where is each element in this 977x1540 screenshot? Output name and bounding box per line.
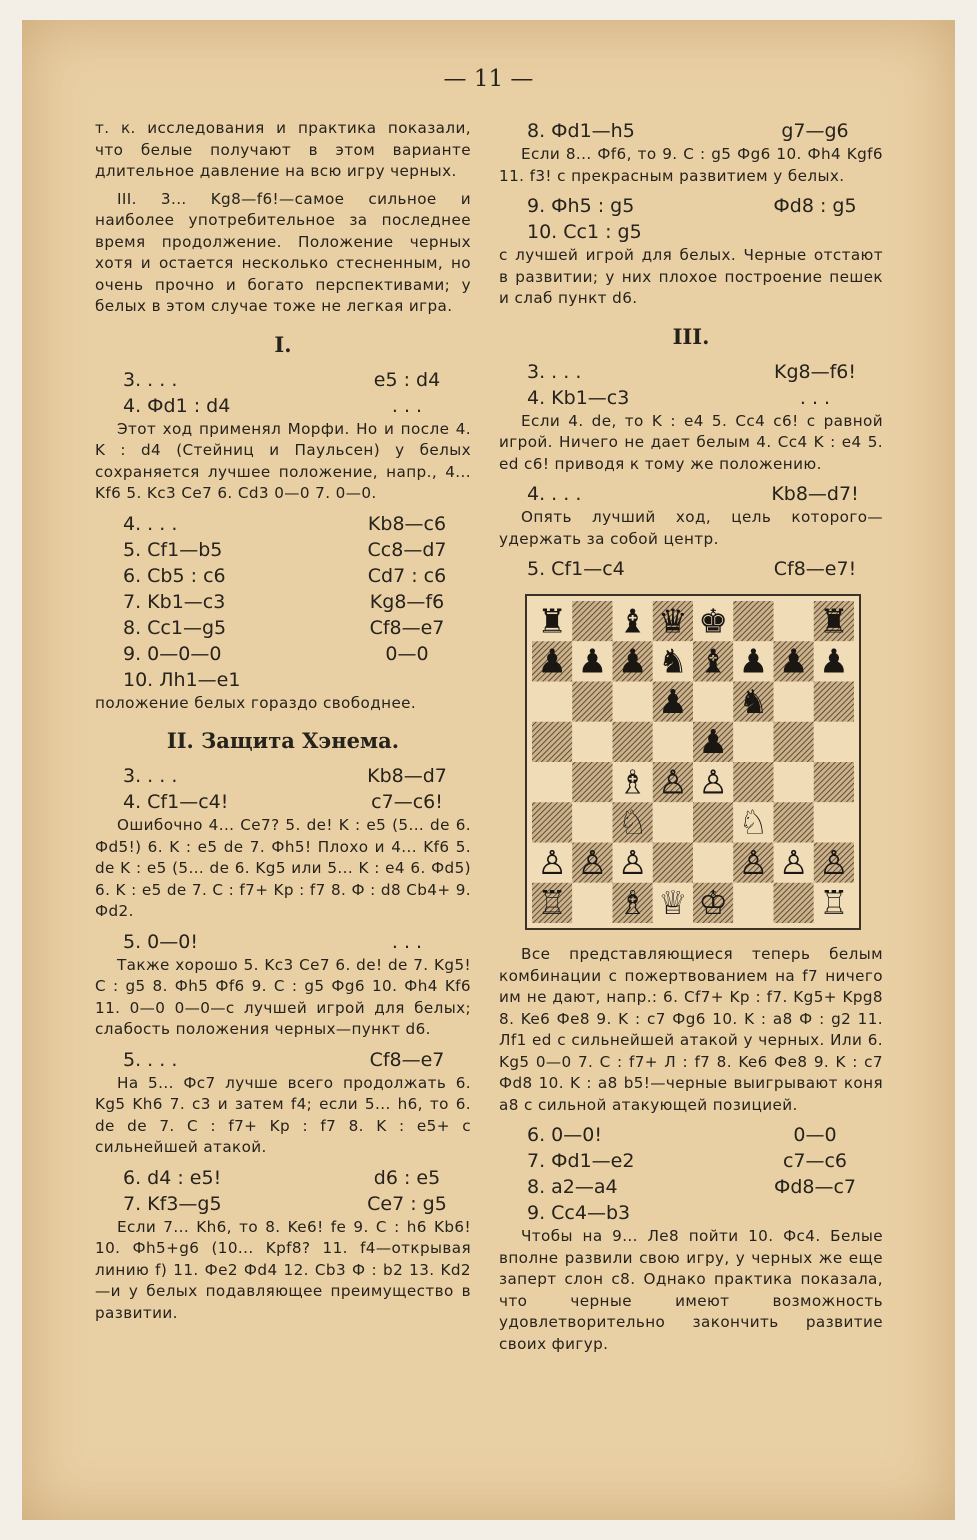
white-move: 9. 0—0—0 [123,642,222,665]
move-list [95,367,471,419]
black-move: Фd8—c7 [773,1176,857,1198]
black-move: g7—g6 [781,120,849,142]
paragraph: Если 7... Kh6, то 8. Ke6! fe 9. C : h6 Kb6! 10. Фh5+g6 (10... Kpf8? 11. f4—открывая линию f) 11. Фe2 Фd4 12. Cb3 Ф : b2 13. Kd2—и у белых подавляющее преимущество в развитии. [95,1217,471,1322]
section-heading: I. [274,331,292,357]
paragraph: Чтобы на 9... Лe8 пойти 10. Фc4. Белые вполне развили свою игру, у черных же еще заперт слон c8. Однако практика показала, что черные имеют возможность удовлетворительно закончить развитие своих фигур. [499,1227,883,1353]
paragraph: Если 8... Фf6, то 9. C : g5 Фg6 10. Фh4 Kgf6 11. f3! с прекрасным развитием у белых. [499,145,883,185]
light-square [572,722,612,762]
black-pawn-icon: ♟ [617,641,648,681]
move-list [499,1122,883,1226]
move-row [499,1122,883,1148]
move-list [499,193,883,245]
black-rook-icon: ♜ [537,601,567,641]
move-row [499,118,883,144]
left-column [95,118,471,1330]
move-list [95,511,471,693]
dark-square [814,762,854,802]
move-list [95,929,471,955]
white-move: 3. . . . [527,360,582,383]
move-row [95,537,471,563]
light-square [572,883,612,923]
black-queen-icon: ♛ [658,601,688,641]
light-square [774,601,814,641]
section-heading: II. Защита Хэнема. [166,728,400,753]
black-pawn-icon: ♟ [778,641,809,681]
white-pawn-icon: ♙ [537,842,567,882]
book-page [22,20,955,1520]
move-row [95,789,471,815]
black-move: Ce7 : g5 [367,1192,447,1215]
white-move: 4. Kb1—c3 [527,386,630,409]
black-bishop-icon: ♝ [617,601,648,641]
dark-square [733,762,773,802]
black-move [747,1200,883,1226]
paragraph: с лучшей игрой для белых. Черные отстают в развитии; у них плохое построение пешек и слаб пункт d6. [499,246,883,307]
black-bishop-icon: ♝ [698,641,728,681]
move-row [95,667,471,693]
move-row [95,763,471,789]
white-move: 4. . . . [527,483,582,505]
move-row [95,1047,471,1073]
black-move: . . . [391,394,423,417]
light-square [693,843,733,883]
move-row [499,1148,883,1174]
black-move: e5 : d4 [373,368,441,391]
dark-square [613,722,653,762]
paragraph: Этот ход применял Морфи. Но и после 4. K : d4 (Стейниц и Паульсен) у белых сохраняется лучшее положение, напр., 4... Kf6 5. Kc3 Ce7 6. Cd3 0—0 7. 0—0. [95,419,471,502]
white-pawn-icon: ♙ [738,842,769,882]
move-row [95,589,471,615]
black-move: c7—c6! [371,791,443,813]
white-move: 5. Cf1—c4 [527,558,625,580]
dark-square [774,722,814,762]
black-move: Kb8—d7! [771,483,859,505]
dark-square [572,601,612,641]
move-row [95,393,471,419]
black-pawn-icon: ♟ [698,722,728,762]
light-square [572,802,612,842]
white-rook-icon: ♖ [819,883,849,923]
black-pawn-icon: ♟ [658,681,688,721]
move-list [499,481,883,507]
dark-square [532,802,572,842]
white-knight-icon: ♘ [617,802,648,842]
white-bishop-icon: ♗ [617,883,648,923]
white-move: 4. Фd1 : d4 [123,394,231,417]
black-move: 0—0 [385,642,429,665]
light-square [532,682,572,722]
white-pawn-icon: ♙ [698,762,728,802]
move-list [95,763,471,815]
move-row [499,556,883,582]
white-rook-icon: ♖ [537,883,567,923]
move-row [499,1174,883,1200]
white-pawn-icon: ♙ [658,762,688,802]
section-heading: III. [672,323,710,349]
black-move: Cf8—e7! [773,558,857,580]
white-move: 6. 0—0! [527,1124,602,1146]
dark-square [774,883,814,923]
move-row [95,511,471,537]
paragraph: На 5... Фc7 лучше всего продолжать 6. Kg5 Kh6 7. c3 и затем f4; если 5... h6, то 6. de de 7. C : f7+ Kp : f7 8. K : e5+ с сильнейшей атакой. [95,1073,471,1156]
black-move: Cd7 : c6 [367,564,447,587]
white-pawn-icon: ♙ [577,842,608,882]
light-square [814,802,854,842]
dark-square [774,802,814,842]
move-row [499,359,883,385]
black-knight-icon: ♞ [738,681,769,721]
black-pawn-icon: ♟ [738,641,769,681]
chess-diagram [525,594,861,930]
white-move: 6. d4 : e5! [123,1166,222,1189]
light-square [774,762,814,802]
black-move: Kg8—f6! [773,360,856,383]
paragraph: Ошибочно 4... Ce7? 5. de! K : e5 (5... de 6. Фd5!) 6. K : e5 de 7. Фh5! Плохо и 4... Kf6 5. de K : e5 (5... de 6. Kg5 или 5... K : e4 6. Фd5) 6. K : e5 de 7. C : f7+ Kp : f7 8. Ф : d8 Cb4+ 9. Фd2. [95,816,472,920]
white-move: 10. Cc1 : g5 [527,221,642,243]
move-list [95,1165,471,1217]
light-square [733,883,773,923]
page-number: — 11 — [443,66,534,92]
black-move: c7—c6 [782,1150,848,1172]
dark-square [693,802,733,842]
black-pawn-icon: ♟ [819,641,849,681]
white-move: 10. Лh1—e1 [123,668,241,691]
black-pawn-icon: ♟ [537,641,567,681]
white-pawn-icon: ♙ [819,842,849,882]
black-move: . . . [391,930,423,953]
black-move: Cf8—e7 [369,1048,445,1071]
move-row [95,367,471,393]
white-move: 4. . . . [123,512,178,535]
move-list [95,1047,471,1073]
dark-square [814,682,854,722]
white-move: 5. Cf1—b5 [123,538,223,561]
move-row [499,193,883,219]
dark-square [653,843,693,883]
black-move: Cf8—e7 [369,616,445,639]
paragraph: т. к. исследования и практика показали, что белые получают в этом варианте длительное давление на всю игру черных. [95,119,471,180]
move-row [499,385,883,411]
white-move: 6. Cb5 : c6 [123,564,226,587]
black-rook-icon: ♜ [819,601,849,641]
light-square [814,722,854,762]
dark-square [733,601,773,641]
white-move: 8. a2—a4 [527,1176,618,1198]
light-square [733,722,773,762]
move-row [499,219,883,245]
light-square [774,682,814,722]
white-king-icon: ♔ [698,883,728,923]
light-square [653,722,693,762]
black-move: . . . [799,386,831,409]
white-move: 5. 0—0! [123,930,198,953]
chess-board [532,601,854,923]
black-knight-icon: ♞ [658,641,688,681]
move-row [499,481,883,507]
black-move: 0—0 [793,1124,837,1146]
black-move: Kb8—d7 [367,765,447,787]
black-move: d6 : e5 [373,1166,441,1189]
move-row [95,1191,471,1217]
move-row [95,615,471,641]
move-row [499,1200,883,1226]
paragraph: III. 3... Kg8—f6!—самое сильное и наиболее употребительное за последнее время продолжение. Положение черных хотя и остается несколько стесненным, но очень прочно и богато перспективами; у белых в этом случае тоже не легкая игра. [95,189,471,315]
white-move: 7. Kb1—c3 [123,590,226,613]
white-move: 9. Фh5 : g5 [527,195,635,217]
move-list [499,556,883,582]
black-move [747,219,883,245]
move-row [95,563,471,589]
white-move: 8. Фd1—h5 [527,120,635,142]
white-move: 7. Kf3—g5 [123,1192,222,1215]
light-square [693,682,733,722]
white-knight-icon: ♘ [738,802,769,842]
paragraph: положение белых гораздо свободнее. [95,693,417,712]
black-move: Kb8—c6 [367,512,447,535]
move-row [95,1165,471,1191]
black-move: Cc8—d7 [367,538,447,561]
white-queen-icon: ♕ [658,883,688,923]
white-move: 4. Cf1—c4! [123,791,229,813]
black-move: Фd8 : g5 [773,195,857,217]
dark-square [532,722,572,762]
black-move [343,667,471,693]
paragraph: Все представляющиеся теперь белым комбинации с пожертвованием на f7 ничего им не дают, напр.: 6. Cf7+ Kp : f7. Kg5+ Kpg8 8. Ke6 Фe8 9. K : c7 Фg6 10. K : a8 Ф : g2 11. Лf1 ed с сильнейшей атакой у черных. Или 6. Kg5 0—0 7. C : f7+ Л : f7 8. Ke6 Фe8 9. K : c7 Фd8 10. K : a8 b5!—черные выигрывают коня a8 с сильной атакующей позицией. [499,945,883,1114]
white-pawn-icon: ♙ [617,842,648,882]
paragraph: Также хорошо 5. Kc3 Ce7 6. de! de 7. Kg5! C : g5 8. Фh5 Фf6 9. C : g5 Фg6 10. Фh4 Kf6 11. 0—0 0—0—с лучшей игрой для белых; слабость положения черных—пункт d6. [95,955,471,1038]
paragraph: Опять лучший ход, цель которого—удержать за собой центр. [499,508,883,548]
paragraph: Если 4. de, то K : e4 5. Cc4 c6! с равной игрой. Ничего не дает белым 4. Cc4 K : e4 5. ed c6! приводя к тому же положению. [499,411,883,473]
white-move: 3. . . . [123,765,178,787]
white-move: 8. Cc1—g5 [123,616,227,639]
move-row [95,929,471,955]
white-bishop-icon: ♗ [617,762,648,802]
white-move: 9. Cc4—b3 [527,1202,631,1224]
black-move: Kg8—f6 [369,590,445,613]
white-move: 7. Фd1—e2 [527,1150,635,1172]
light-square [653,802,693,842]
black-king-icon: ♚ [698,601,728,641]
black-pawn-icon: ♟ [577,641,608,681]
white-move: 5. . . . [123,1048,178,1071]
move-list [499,118,883,144]
light-square [613,682,653,722]
right-column [499,118,883,1361]
dark-square [572,682,612,722]
white-move: 3. . . . [123,368,178,391]
move-list [499,359,883,411]
white-pawn-icon: ♙ [778,842,809,882]
dark-square [572,762,612,802]
move-row [95,641,471,667]
light-square [532,762,572,802]
